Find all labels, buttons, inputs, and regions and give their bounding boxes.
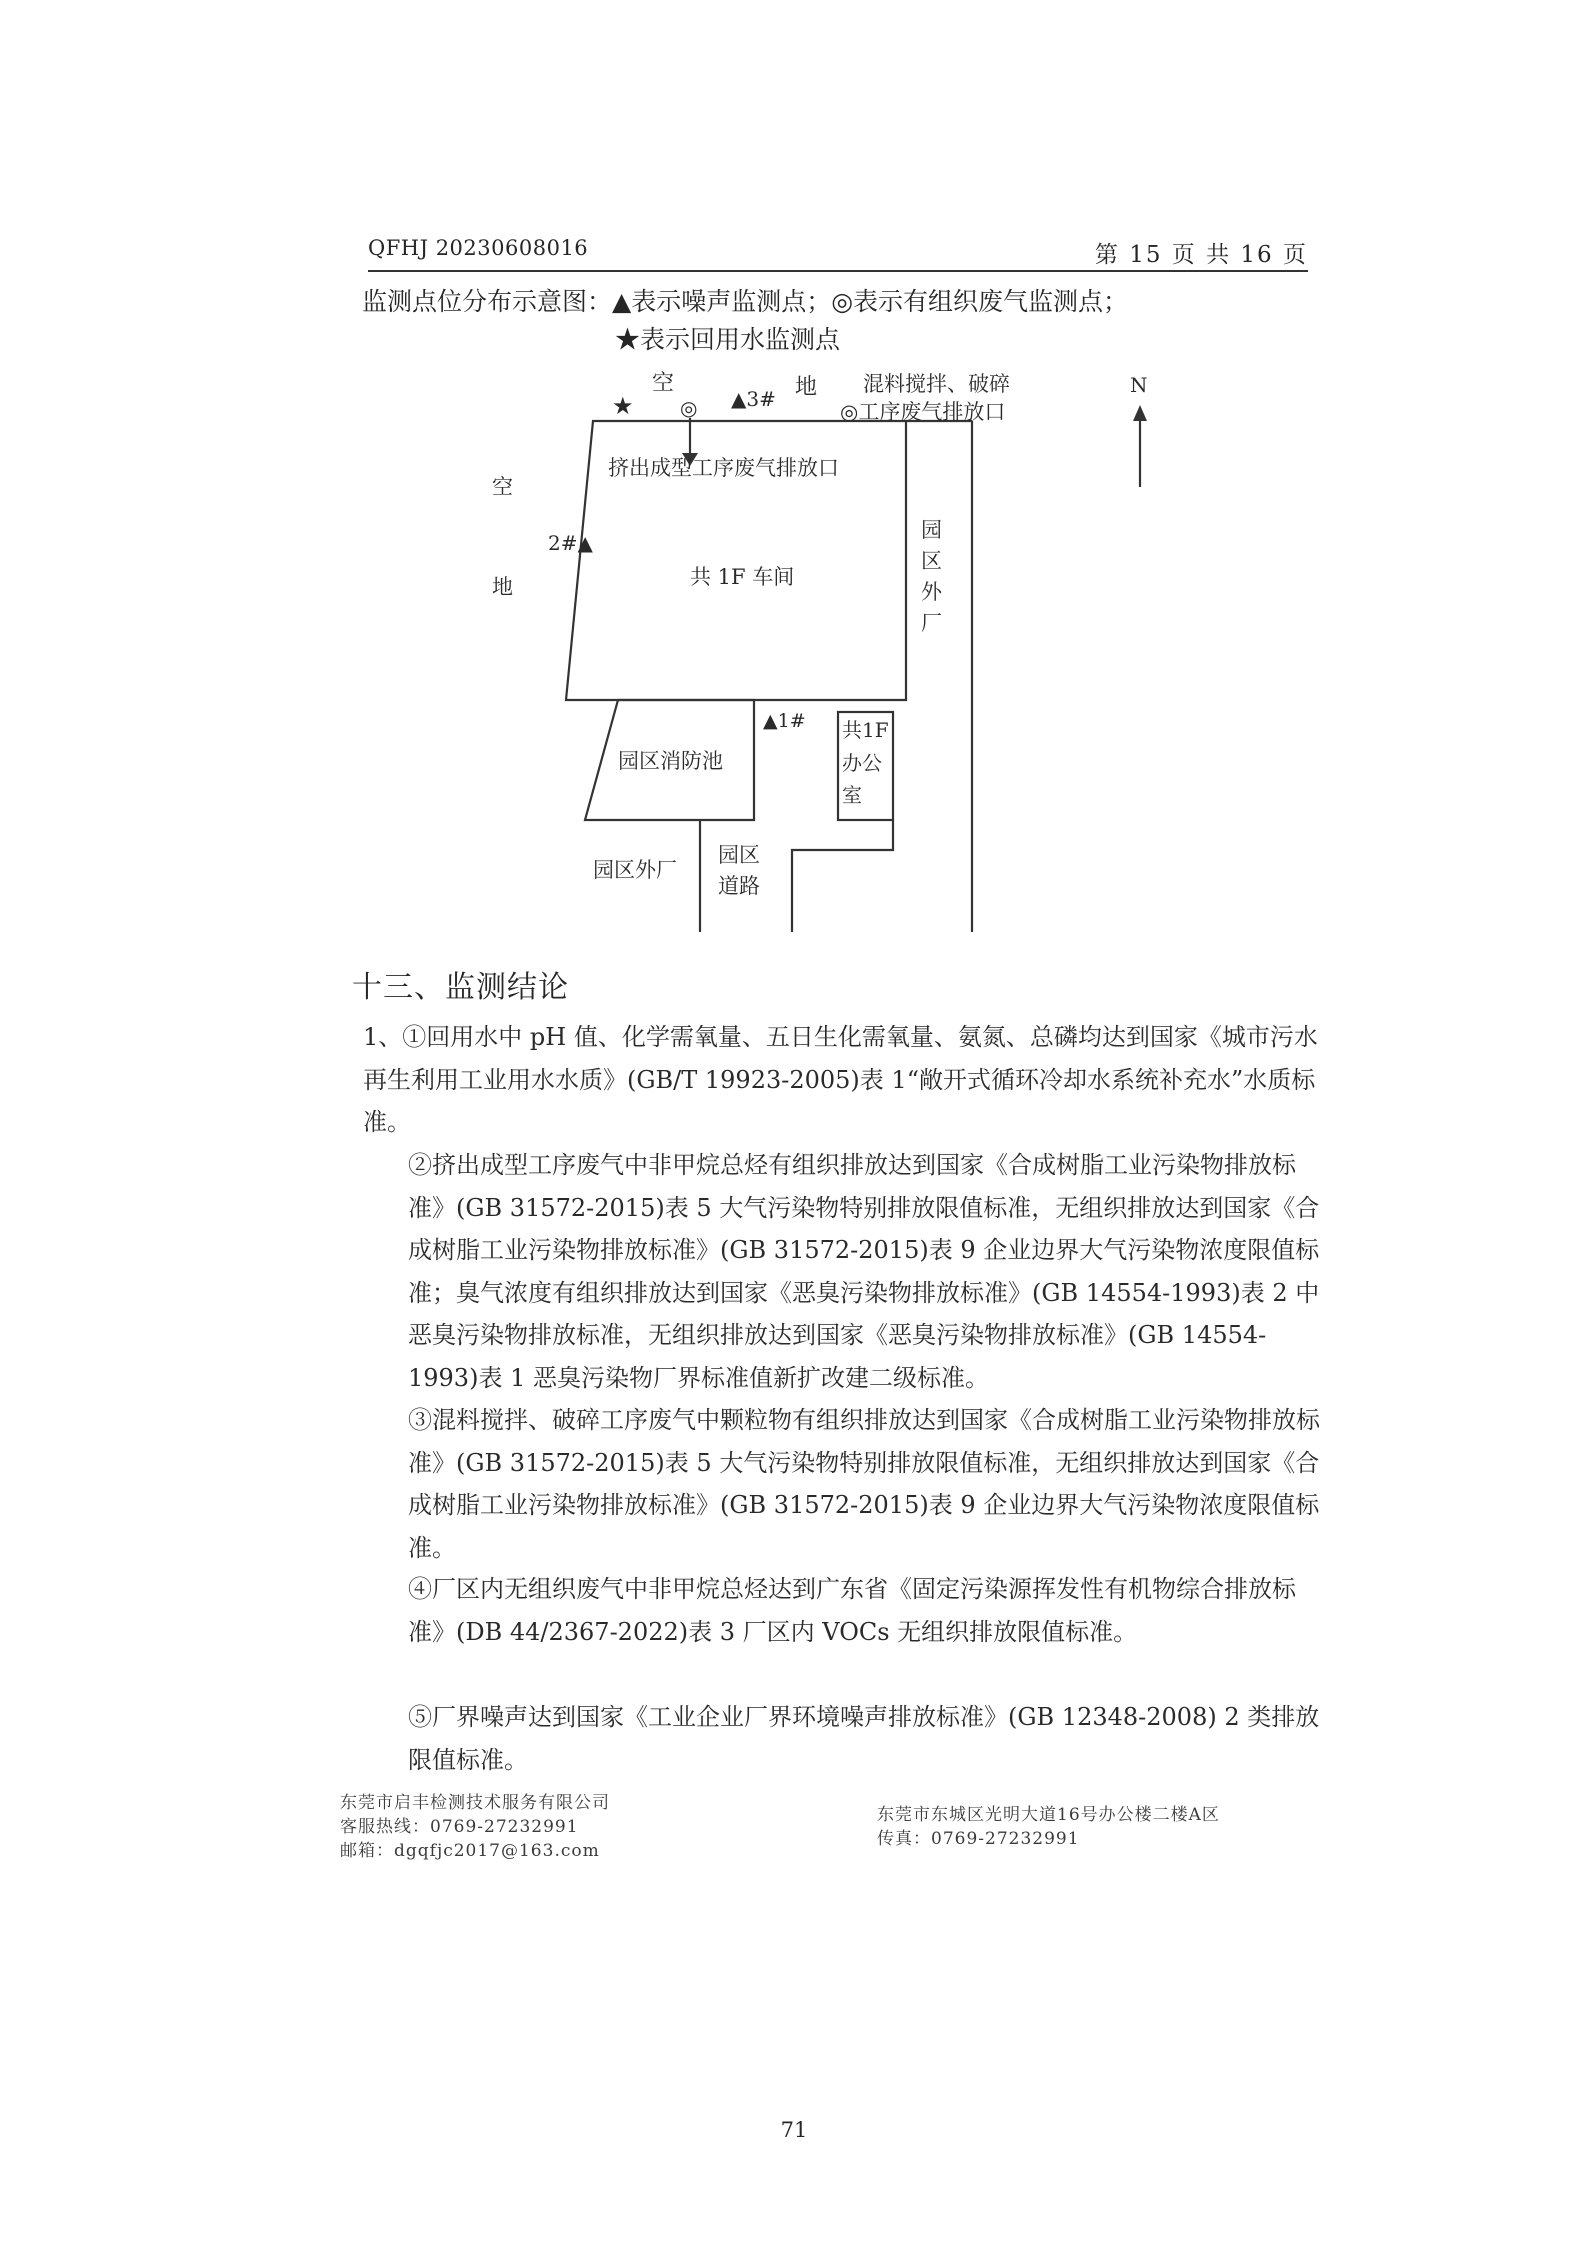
conclusion-paragraph-5: ⑤厂界噪声达到国家《工业企业厂界环境噪声排放标准》(GB 12348-2008) 2 类排放限值标准。 bbox=[408, 1703, 1320, 1774]
conclusion-paragraph-3: ③混料搅拌、破碎工序废气中颗粒物有组织排放达到国家《合成树脂工业污染物排放标准》(GB 31572-2015)表 5 大气污染物特别排放限值标准，无组织排放达到国家《合成树脂工业污染物排放标准》(GB 31572-2015)表 9 企业边界大气污染物浓度限值标准。 bbox=[408, 1406, 1320, 1562]
park-outside-right-2: 区 bbox=[921, 549, 942, 573]
section-title: 十三、监测结论 bbox=[352, 970, 569, 1005]
noise-point-2: 2#▲ bbox=[548, 531, 593, 555]
left-empty-label-1: 空 bbox=[492, 475, 513, 499]
footer-fax: 传真：0769-27232991 bbox=[877, 1829, 1080, 1849]
noise-point-3: ▲3# bbox=[731, 387, 776, 411]
north-arrow-head bbox=[1133, 405, 1147, 421]
left-empty-label-2: 地 bbox=[492, 575, 513, 599]
extrusion-outlet-label: 挤出成型工序废气排放口 bbox=[608, 456, 839, 480]
mix-outlet-label-2: ◎工序废气排放口 bbox=[840, 400, 1006, 424]
footer-left bbox=[340, 1791, 610, 1863]
road-label-2: 道路 bbox=[718, 874, 760, 898]
footer-company: 东莞市启丰检测技术服务有限公司 bbox=[340, 1793, 610, 1813]
footer-address: 东莞市东城区光明大道16号办公楼二楼A区 bbox=[877, 1805, 1220, 1825]
page-number: 第 15 页 共 16 页 bbox=[1094, 242, 1308, 268]
folio-number: 71 bbox=[780, 2118, 808, 2142]
fire-pool-label: 园区消防池 bbox=[618, 749, 723, 773]
park-outside-right-4: 厂 bbox=[921, 611, 942, 635]
footer-hotline: 客服热线：0769-27232991 bbox=[340, 1817, 579, 1837]
footer-right bbox=[877, 1803, 1220, 1851]
park-outside-right-3: 外 bbox=[921, 580, 942, 604]
conclusion-paragraph-1: 1、①回用水中 pH 值、化学需氧量、五日生化需氧量、氨氮、总磷均达到国家《城市污水再生利用工业用水水质》(GB/T 19923-2005)表 1“敞开式循环冷却水系统补充水”水质标准。 bbox=[363, 1023, 1318, 1136]
diagram-legend-line2: ★表示回用水监测点 bbox=[615, 325, 841, 354]
top-empty-label-2: 地 bbox=[795, 375, 818, 400]
noise-point-1: ▲1# bbox=[763, 710, 806, 732]
office-label-1: 共1F bbox=[842, 718, 889, 742]
footer-email: 邮箱：dgqfjc2017@163.com bbox=[340, 1841, 600, 1861]
north-label: N bbox=[1130, 373, 1148, 397]
workshop-label: 共 1F 车间 bbox=[690, 565, 795, 589]
conclusion-paragraph-4: ④厂区内无组织废气中非甲烷总烃达到广东省《固定污染源挥发性有机物综合排放标准》(DB 44/2367-2022)表 3 厂区内 VOCs 无组织排放限值标准。 bbox=[408, 1575, 1296, 1646]
star-icon: ★ bbox=[612, 392, 634, 420]
top-empty-label-1: 空 bbox=[652, 371, 675, 396]
park-outside-bottom-label: 园区外厂 bbox=[593, 858, 677, 882]
conclusion-paragraph-2: ②挤出成型工序废气中非甲烷总烃有组织排放达到国家《合成树脂工业污染物排放标准》(GB 31572-2015)表 5 大气污染物特别排放限值标准，无组织排放达到国家《合成树脂工业污染物排放标准》(GB 31572-2015)表 9 企业边界大气污染物浓度限值标准；臭气浓度有组织排放达到国家《恶臭污染物排放标准》(GB 14554-1993)表 2 中恶臭污染物排放标准，无组织排放达到国家《恶臭污染物排放标准》(GB 14554-1993)表 1 恶臭污染物厂界标准值新扩改建二级标准。 bbox=[408, 1151, 1320, 1392]
park-outside-right-1: 园 bbox=[921, 518, 942, 542]
office-label-3: 室 bbox=[842, 783, 862, 807]
document-id: QFHJ 20230608016 bbox=[368, 236, 589, 260]
office-label-2: 办公 bbox=[842, 751, 882, 775]
monitoring-site-diagram bbox=[0, 0, 1587, 980]
mix-outlet-label-1: 混料搅拌、破碎 bbox=[863, 372, 1010, 396]
road-label-1: 园区 bbox=[718, 843, 760, 867]
road-boundary-right bbox=[792, 820, 893, 932]
diagram-legend-line1: 监测点位分布示意图：▲表示噪声监测点；◎表示有组织废气监测点； bbox=[362, 287, 1129, 316]
circle-outlet-icon: ◎ bbox=[680, 396, 698, 420]
